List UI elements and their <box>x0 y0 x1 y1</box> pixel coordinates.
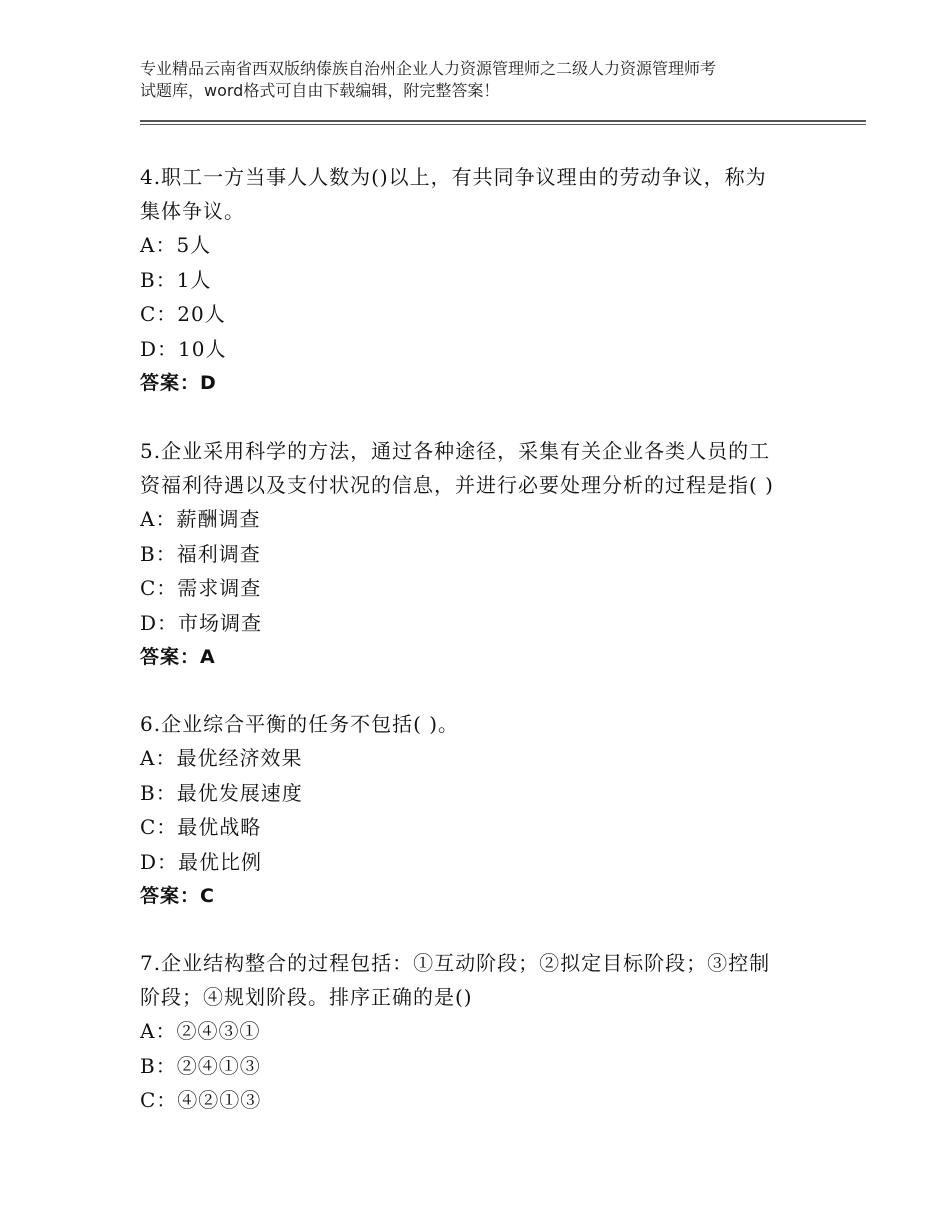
option-b: B：②④①③ <box>140 1053 261 1078</box>
option-b: B：最优发展速度 <box>140 780 303 805</box>
answer-line: 答案：A <box>140 646 216 668</box>
option-d: D：市场调查 <box>140 610 263 635</box>
header-divider-thick <box>140 120 866 122</box>
option-c: C：最优战略 <box>140 815 262 839</box>
option-a: A：②④③① <box>140 1019 261 1043</box>
option-a: A：5人 <box>140 233 212 257</box>
option-c: C：需求调查 <box>140 576 262 600</box>
question-stem-line: 资福利待遇以及支付状况的信息，并进行必要处理分析的过程是指( ) <box>140 473 774 497</box>
option-a: A：最优经济效果 <box>140 746 303 770</box>
option-c: C：20人 <box>140 302 226 326</box>
question-7 <box>140 946 820 1118</box>
question-stem-line: 阶段；④规划阶段。排序正确的是() <box>140 985 473 1009</box>
question-stem-line: 集体争议。 <box>140 199 245 223</box>
option-b: B：福利调查 <box>140 541 261 566</box>
document-header <box>140 58 830 102</box>
question-stem-line: 5.企业采用科学的方法，通过各种途径，采集有关企业各类人员的工 <box>140 439 771 463</box>
question-5 <box>140 434 820 674</box>
header-divider-thin <box>140 124 866 125</box>
question-4 <box>140 160 820 400</box>
header-line-1: 专业精品云南省西双版纳傣族自治州企业人力资源管理师之二级人力资源管理师考 <box>140 59 717 78</box>
option-c: C：④②①③ <box>140 1088 262 1112</box>
answer-line: 答案：C <box>140 885 215 907</box>
option-d: D：最优比例 <box>140 849 263 874</box>
question-stem-line: 7.企业结构整合的过程包括：①互动阶段；②拟定目标阶段；③控制 <box>140 951 771 975</box>
question-stem-line: 4.职工一方当事人人数为()以上，有共同争议理由的劳动争议，称为 <box>140 165 767 189</box>
option-d: D：10人 <box>140 336 227 361</box>
option-b: B：1人 <box>140 267 212 292</box>
header-line-2: 试题库，word格式可自由下载编辑，附完整答案！ <box>140 81 500 100</box>
option-a: A：薪酬调查 <box>140 507 261 531</box>
question-stem-line: 6.企业综合平衡的任务不包括( )。 <box>140 712 460 736</box>
answer-line: 答案：D <box>140 372 217 394</box>
question-6 <box>140 707 820 913</box>
